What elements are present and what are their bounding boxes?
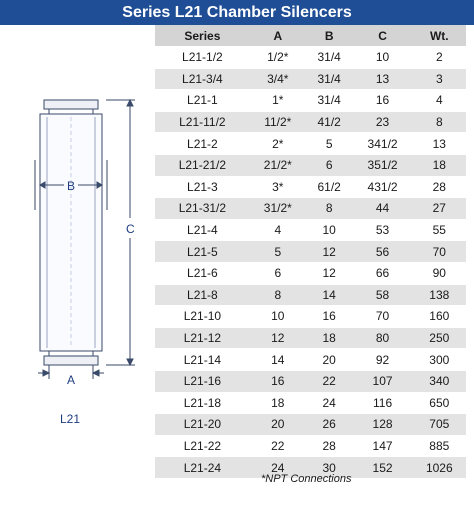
cell-c: 128 xyxy=(353,414,413,436)
cell-a: 14 xyxy=(250,349,306,371)
cell-c: 13 xyxy=(353,68,413,90)
table-row xyxy=(155,435,466,457)
cell-series: L21-4 xyxy=(155,219,250,241)
cell-series: L21-11/2 xyxy=(155,111,250,133)
cell-weight: 13 xyxy=(413,133,466,155)
cell-weight: 70 xyxy=(413,241,466,263)
cell-c: 107 xyxy=(353,370,413,392)
cell-series: L21-10 xyxy=(155,306,250,328)
cell-a: 3/4* xyxy=(250,68,306,90)
table-row xyxy=(155,154,466,176)
cell-c: 66 xyxy=(353,262,413,284)
cell-a: 12 xyxy=(250,327,306,349)
cell-weight: 4 xyxy=(413,90,466,112)
table-row xyxy=(155,68,466,90)
cell-series: L21-22 xyxy=(155,435,250,457)
cell-c: 58 xyxy=(353,284,413,306)
cell-series: L21-21/2 xyxy=(155,154,250,176)
dimension-b-label: B xyxy=(66,179,76,193)
cell-b: 31/4 xyxy=(306,90,353,112)
cell-c: 53 xyxy=(353,219,413,241)
table-header-row xyxy=(155,25,466,47)
cell-a: 2* xyxy=(250,133,306,155)
table-row xyxy=(155,306,466,328)
table-row xyxy=(155,262,466,284)
cell-weight: 160 xyxy=(413,306,466,328)
cell-series: L21-18 xyxy=(155,392,250,414)
cell-a: 20 xyxy=(250,414,306,436)
header-c: C xyxy=(353,25,413,47)
header-b: B xyxy=(306,25,353,47)
cell-b: 30 xyxy=(306,457,353,479)
cell-b: 22 xyxy=(306,370,353,392)
spec-table xyxy=(155,25,466,479)
cell-series: L21-8 xyxy=(155,284,250,306)
footnote: *NPT Connections xyxy=(261,473,352,485)
table-body xyxy=(155,47,466,479)
cell-weight: 340 xyxy=(413,370,466,392)
cell-series: L21-6 xyxy=(155,262,250,284)
cell-b: 5 xyxy=(306,133,353,155)
cell-series: L21-1 xyxy=(155,90,250,112)
dimension-a-label: A xyxy=(66,373,76,387)
cell-series: L21-5 xyxy=(155,241,250,263)
cell-b: 31/4 xyxy=(306,47,353,69)
cell-b: 18 xyxy=(306,327,353,349)
table-row xyxy=(155,241,466,263)
cell-a: 1/2* xyxy=(250,47,306,69)
table-row xyxy=(155,414,466,436)
table-row xyxy=(155,327,466,349)
cell-a: 10 xyxy=(250,306,306,328)
cell-series: L21-24 xyxy=(155,457,250,479)
cell-series: L21-16 xyxy=(155,370,250,392)
cell-b: 14 xyxy=(306,284,353,306)
cell-c: 70 xyxy=(353,306,413,328)
cell-b: 61/2 xyxy=(306,176,353,198)
cell-weight: 885 xyxy=(413,435,466,457)
cell-weight: 705 xyxy=(413,414,466,436)
cell-series: L21-3 xyxy=(155,176,250,198)
table-row xyxy=(155,47,466,69)
cell-c: 16 xyxy=(353,90,413,112)
cell-series: L21-2 xyxy=(155,133,250,155)
cell-weight: 55 xyxy=(413,219,466,241)
cell-b: 20 xyxy=(306,349,353,371)
cell-c: 23 xyxy=(353,111,413,133)
cell-b: 26 xyxy=(306,414,353,436)
cell-c: 56 xyxy=(353,241,413,263)
cell-weight: 8 xyxy=(413,111,466,133)
cell-b: 10 xyxy=(306,219,353,241)
cell-weight: 18 xyxy=(413,154,466,176)
cell-a: 6 xyxy=(250,262,306,284)
cell-b: 12 xyxy=(306,241,353,263)
cell-b: 31/4 xyxy=(306,68,353,90)
cell-a: 31/2* xyxy=(250,198,306,220)
table-row xyxy=(155,111,466,133)
cell-a: 16 xyxy=(250,370,306,392)
cell-series: L21-1/2 xyxy=(155,47,250,69)
cell-series: L21-12 xyxy=(155,327,250,349)
cell-series: L21-31/2 xyxy=(155,198,250,220)
cell-c: 116 xyxy=(353,392,413,414)
table-row xyxy=(155,219,466,241)
cell-a: 8 xyxy=(250,284,306,306)
table-row xyxy=(155,198,466,220)
cell-a: 24 xyxy=(250,457,306,479)
cell-a: 11/2* xyxy=(250,111,306,133)
table-row xyxy=(155,90,466,112)
cell-c: 431/2 xyxy=(353,176,413,198)
cell-a: 21/2* xyxy=(250,154,306,176)
cell-b: 41/2 xyxy=(306,111,353,133)
cell-a: 5 xyxy=(250,241,306,263)
cell-b: 24 xyxy=(306,392,353,414)
cell-weight: 90 xyxy=(413,262,466,284)
dimension-c-label: C xyxy=(126,222,135,236)
cell-b: 28 xyxy=(306,435,353,457)
cell-c: 351/2 xyxy=(353,154,413,176)
table-row xyxy=(155,370,466,392)
cell-weight: 138 xyxy=(413,284,466,306)
table-row xyxy=(155,349,466,371)
cell-series: L21-14 xyxy=(155,349,250,371)
header-series: Series xyxy=(155,25,250,47)
cell-b: 16 xyxy=(306,306,353,328)
model-label: L21 xyxy=(60,412,81,426)
cell-a: 3* xyxy=(250,176,306,198)
cell-series: L21-3/4 xyxy=(155,68,250,90)
cell-weight: 250 xyxy=(413,327,466,349)
cell-b: 12 xyxy=(306,262,353,284)
page-title: Series L21 Chamber Silencers xyxy=(0,0,474,25)
cell-weight: 1026 xyxy=(413,457,466,479)
cell-weight: 27 xyxy=(413,198,466,220)
cell-c: 92 xyxy=(353,349,413,371)
cell-a: 22 xyxy=(250,435,306,457)
silencer-drawing xyxy=(0,25,155,505)
cell-a: 18 xyxy=(250,392,306,414)
cell-c: 147 xyxy=(353,435,413,457)
cell-series: L21-20 xyxy=(155,414,250,436)
table-row xyxy=(155,176,466,198)
cell-weight: 650 xyxy=(413,392,466,414)
table-row xyxy=(155,284,466,306)
cell-b: 6 xyxy=(306,154,353,176)
cell-weight: 3 xyxy=(413,68,466,90)
cell-c: 10 xyxy=(353,47,413,69)
cell-c: 44 xyxy=(353,198,413,220)
table-row xyxy=(155,133,466,155)
header-a: A xyxy=(250,25,306,47)
cell-c: 341/2 xyxy=(353,133,413,155)
table-row xyxy=(155,392,466,414)
cell-weight: 28 xyxy=(413,176,466,198)
cell-a: 1* xyxy=(250,90,306,112)
cell-c: 152 xyxy=(353,457,413,479)
cell-weight: 2 xyxy=(413,47,466,69)
cell-b: 8 xyxy=(306,198,353,220)
cell-a: 4 xyxy=(250,219,306,241)
cell-c: 80 xyxy=(353,327,413,349)
header-weight: Wt. xyxy=(413,25,466,47)
cell-weight: 300 xyxy=(413,349,466,371)
